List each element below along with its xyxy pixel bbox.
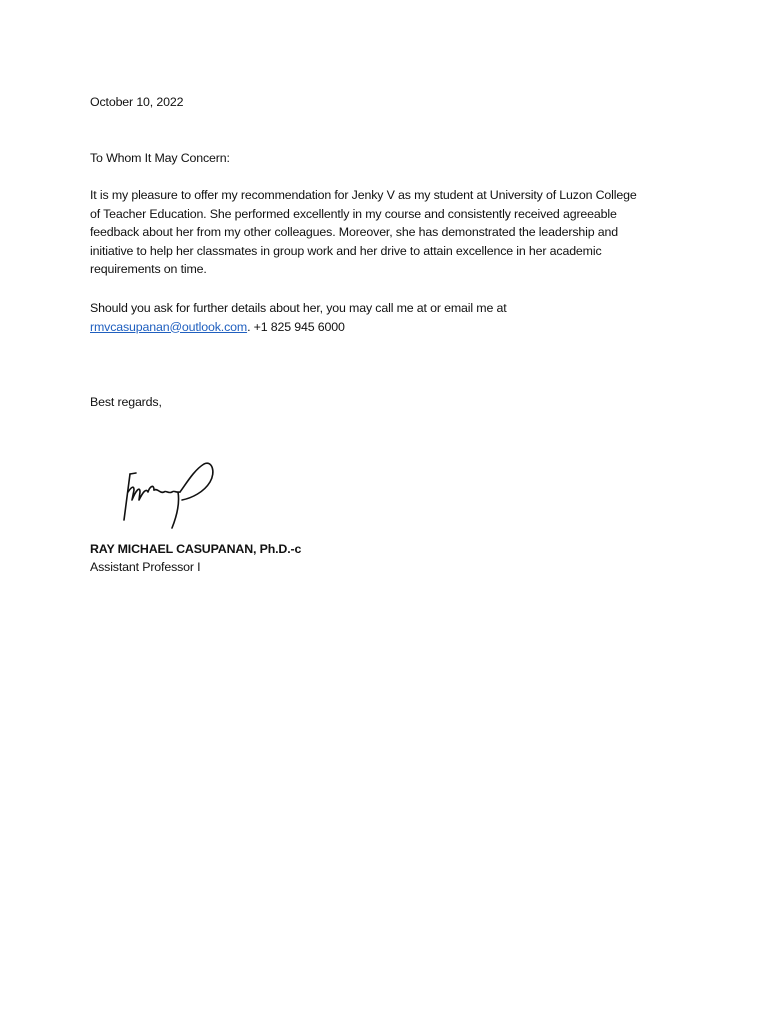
contact-line: Should you ask for further details about her, you may call me at or email me at [90,301,507,315]
paragraph-line: feedback about her from my other colleagues. Moreover, she has demonstrated the leadership and [90,225,618,239]
letter-salutation: To Whom It May Concern: [90,151,230,165]
recommendation-paragraph [90,186,690,279]
letter-date: October 10, 2022 [90,95,184,109]
handwritten-signature-icon [112,456,222,536]
contact-details-line [90,318,507,337]
contact-paragraph [90,299,507,336]
paragraph-line: requirements on time. [90,262,207,276]
letter-closing: Best regards, [90,395,162,409]
signer-title: Assistant Professor I [90,560,201,574]
email-link[interactable]: rmvcasupanan@outlook.com [90,319,248,334]
signer-name: RAY MICHAEL CASUPANAN, Ph.D.-c [90,542,302,556]
phone-number: . +1 825 945 6000 [247,319,345,334]
paragraph-line: It is my pleasure to offer my recommendation for Jenky V as my student at University of Luzon College [90,188,637,202]
paragraph-line: of Teacher Education. She performed excellently in my course and consistently received agreeable [90,206,617,221]
paragraph-line: initiative to help her classmates in group work and her drive to attain excellence in her academic [90,243,602,258]
